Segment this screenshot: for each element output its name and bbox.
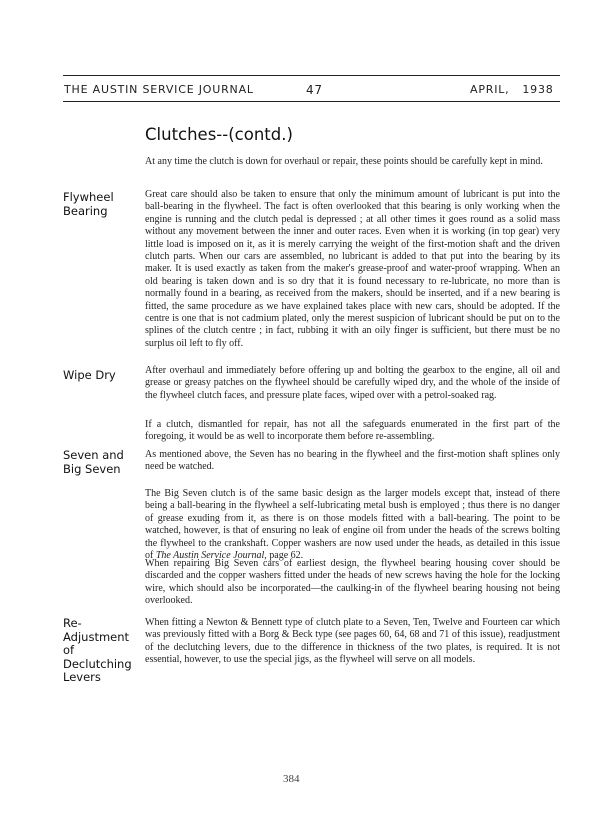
journal-title: THE AUSTIN SERVICE JOURNAL <box>64 83 254 96</box>
header-rule-top <box>63 75 560 76</box>
seven-paragraph: As mentioned above, the Seven has no bearing in the flywheel and the first-motion shaft splines only need be watched. <box>145 449 560 473</box>
big-seven-text-a: The Big Seven clutch is of the same basic design as the larger models except that, instead of there being a ball-bearing in the flywheel a self-lubricating metal bush is employed ; thus there is no danger of grease exuding from it, as there is on those models fitted with a ball-bearing. The point to be watched, however, is that of ensuring no leak of engine oil from under the heads of the screws bolting the flywheel to the crankshaft. Copper washers are now used under the heads, as detailed in this issue of <box>145 488 560 562</box>
section-heading-seven: Seven and Big Seven <box>63 448 124 476</box>
footer-page-number: 384 <box>283 773 300 785</box>
wipe-dry-paragraph: After overhaul and immediately before offering up and bolting the gearbox to the engine, all oil and grease or greasy patches on the flywheel should be carefully wiped dry, and the whole of the inside of the flywheel clutch faces, and pressure plate faces, wiped over with a petrol-soaked rag. <box>145 365 560 401</box>
big-seven-paragraph <box>145 488 560 562</box>
page-title: Clutches--(contd.) <box>145 125 293 144</box>
repairing-paragraph: When repairing Big Seven cars of earliest design, the flywheel bearing housing cover should be discarded and the copper washers fitted under the heads of new screws having the hole for the locking wire, which should also be incorporated—the caulking-in of the flywheel bearing housing not being overlooked. <box>145 558 560 607</box>
issue-date: APRIL, 1938 <box>470 83 554 96</box>
intro-paragraph: At any time the clutch is down for overhaul or repair, these points should be carefully kept in mind. <box>145 156 543 167</box>
big-seven-text-b: , page 62. <box>264 550 304 562</box>
readjustment-paragraph: When fitting a Newton & Bennett type of clutch plate to a Seven, Ten, Twelve and Fourteen car which was previously fitted with a Borg & Beck type (see pages 60, 64, 68 and 71 of this issue), readjustment of the declutching levers, due to the difference in thickness of the two plates, is required. It is not essential, however, to use the special jigs, as the flywheel will serve on all models. <box>145 617 560 666</box>
journal-reference: The Austin Service Journal <box>155 550 265 562</box>
section-heading-flywheel-bearing: Flywheel Bearing <box>63 190 114 218</box>
section-heading-readjustment: Re-Adjustment of Declutching Levers <box>63 616 132 685</box>
header-rule-bottom <box>63 101 560 102</box>
page-number-header: 47 <box>306 83 323 97</box>
section-heading-wipe-dry: Wipe Dry <box>63 368 116 382</box>
flywheel-bearing-paragraph: Great care should also be taken to ensure that only the minimum amount of lubricant is put into the ball-bearing in the flywheel. The fact is often overlooked that this bearing is only working when the engine is running and the clutch pedal is depressed ; at all other times it goes round as a solid mass without any movement between the inner and outer races. Even when it is working (in top gear) very little load is imposed on it, as it is merely carrying the weight of the first-motion shaft and the driven clutch parts. When our cars are assembled, no lubricant is added to that put into the bearing by its maker. It is used exactly as taken from the maker's grease-proof and water-proof wrapping. When an old bearing is taken down and is so dry that it is found necessary to re-lubricate, no more than is normally found in a bearing, as received from the makers, should be inserted, and if a new bearing is fitted, the same procedure as we have explained takes place with new cars, should be adopted. If the centre is one that is not cadmium plated, only the merest suspicion of lubricant should be put on to the splines of the clutch centre ; in fact, rubbing it with an oily finger is sufficient, but there must be no surplus oil left to fly off. <box>145 189 560 349</box>
dismantled-paragraph: If a clutch, dismantled for repair, has not all the safeguards enumerated in the first part of the foregoing, it would be as well to incorporate them before re-assembling. <box>145 419 560 443</box>
